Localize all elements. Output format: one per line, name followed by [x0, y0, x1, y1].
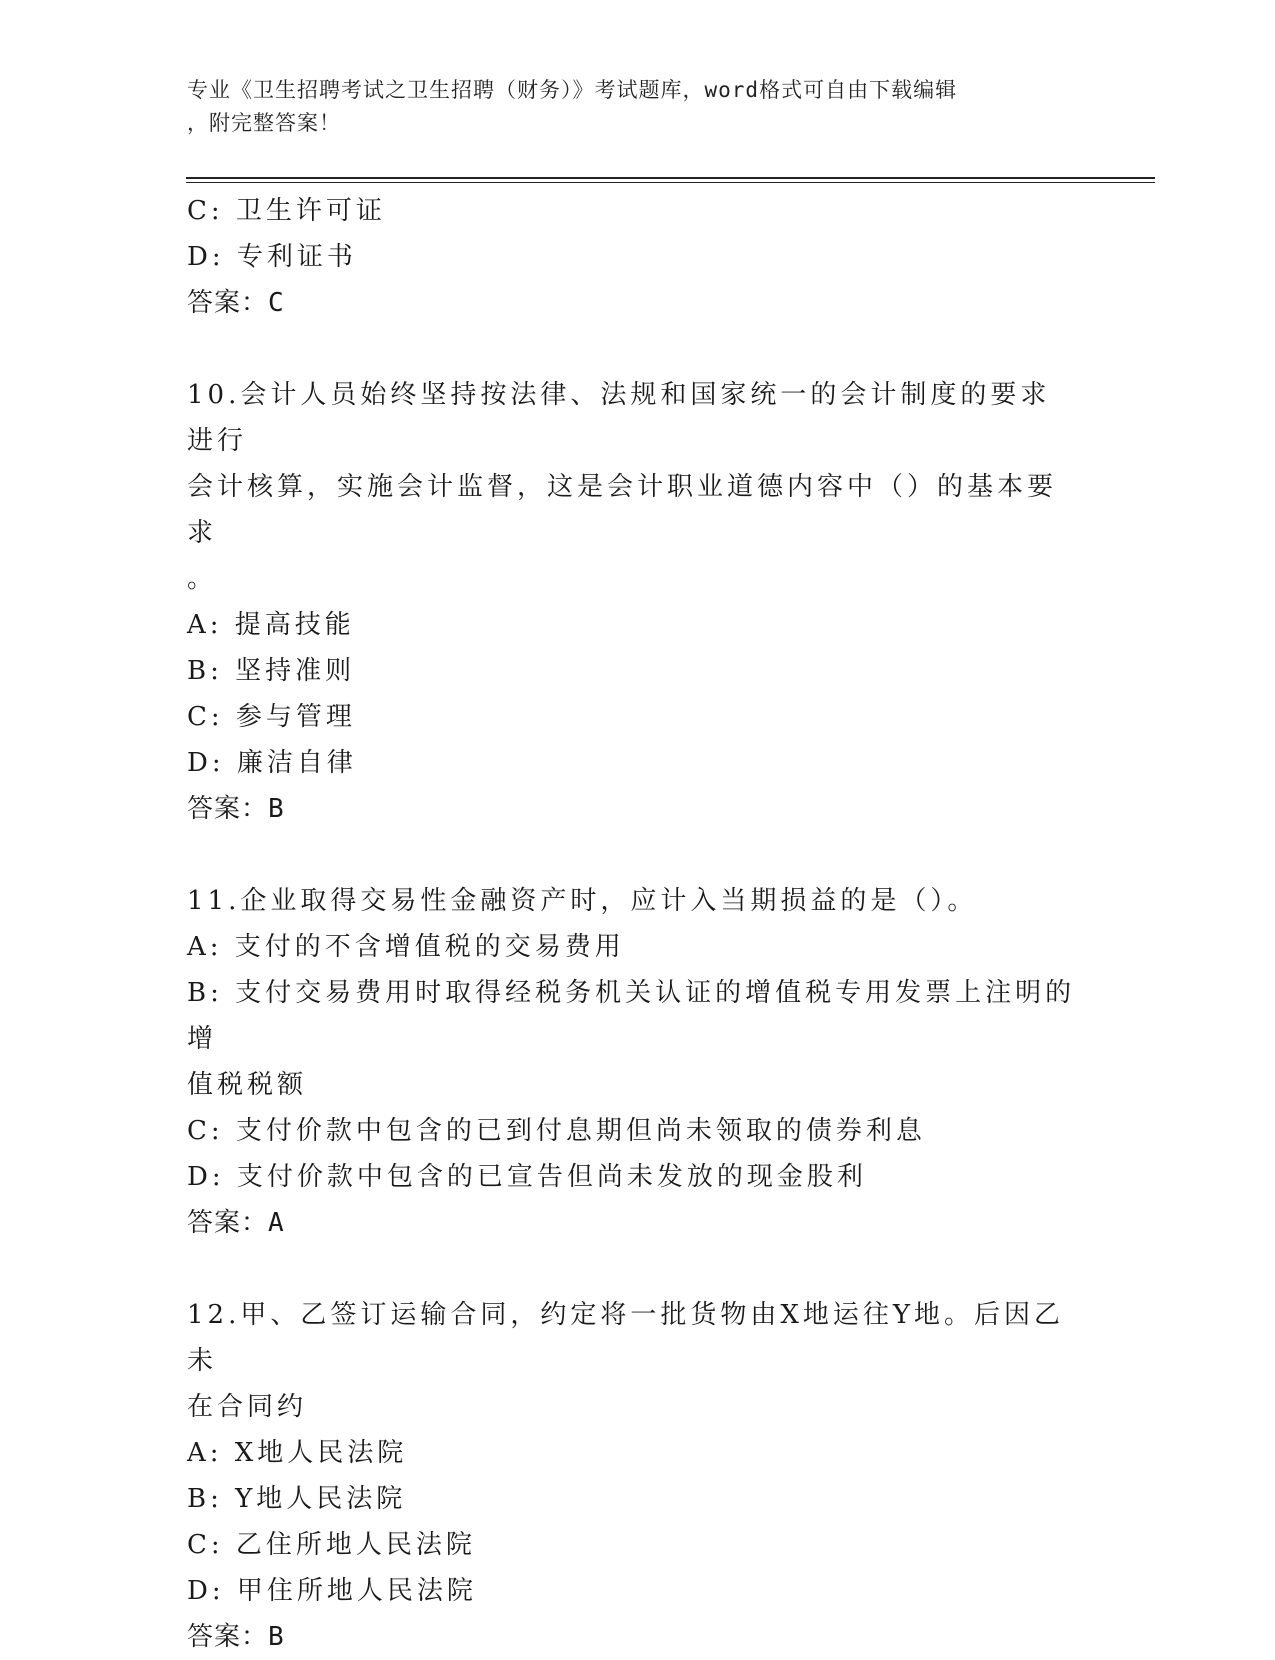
- option-c: C: 卫生许可证: [187, 196, 386, 226]
- header-divider-thick: [186, 177, 1155, 179]
- question-stem: 10.会计人员始终坚持按法律、法规和国家统一的会计制度的要求进行: [187, 380, 1051, 456]
- option-b: B: 坚持准则: [187, 656, 356, 686]
- spacer: [187, 326, 1077, 372]
- option-d: D: 支付价款中包含的已宣告但尚未发放的现金股利: [187, 1162, 867, 1192]
- spacer: [187, 1246, 1077, 1292]
- option-d: D: 甲住所地人民法院: [187, 1576, 477, 1606]
- question-list: [187, 188, 1077, 1660]
- header-line-2: ，附完整答案！: [187, 111, 341, 135]
- question-stem: 会计核算，实施会计监督，这是会计职业道德内容中（）的基本要求: [187, 472, 1058, 548]
- option-c: C: 支付价款中包含的已到付息期但尚未领取的债券利息: [187, 1116, 926, 1146]
- option-a: A: 提高技能: [187, 610, 355, 640]
- option-c: C: 乙住所地人民法院: [187, 1530, 476, 1560]
- option-a: A: 支付的不含增值税的交易费用: [187, 932, 625, 962]
- option-b-continued: 值税税额: [187, 1070, 308, 1100]
- option-a: A: X地人民法院: [187, 1438, 408, 1468]
- option-b: B: Y地人民法院: [187, 1484, 407, 1514]
- header-divider-thin: [186, 182, 1155, 183]
- header-line-1: 专业《卫生招聘考试之卫生招聘（财务）》考试题库，word格式可自由下载编辑: [187, 78, 958, 102]
- answer-line: 答案：B: [187, 794, 285, 824]
- question-11: [187, 878, 1077, 1246]
- question-12: [187, 1292, 1077, 1660]
- question-stem: 11.企业取得交易性金融资产时，应计入当期损益的是（）。: [187, 886, 978, 916]
- option-c: C: 参与管理: [187, 702, 356, 732]
- question-10: [187, 372, 1077, 832]
- question-stem: 在合同约: [187, 1392, 308, 1422]
- spacer: [187, 832, 1077, 878]
- answer-line: 答案：B: [187, 1622, 285, 1652]
- document-header: [187, 74, 1067, 140]
- option-b: B: 支付交易费用时取得经税务机关认证的增值税专用发票上注明的增: [187, 978, 1076, 1054]
- option-d: D: 专利证书: [187, 242, 357, 272]
- previous-question-tail: [187, 188, 1077, 326]
- question-stem: 12.甲、乙签订运输合同，约定将一批货物由X地运往Y地。后因乙未: [187, 1300, 1065, 1376]
- answer-line: 答案：C: [187, 288, 285, 318]
- question-stem: 。: [187, 564, 218, 594]
- option-d: D: 廉洁自律: [187, 748, 357, 778]
- answer-line: 答案：A: [187, 1208, 285, 1238]
